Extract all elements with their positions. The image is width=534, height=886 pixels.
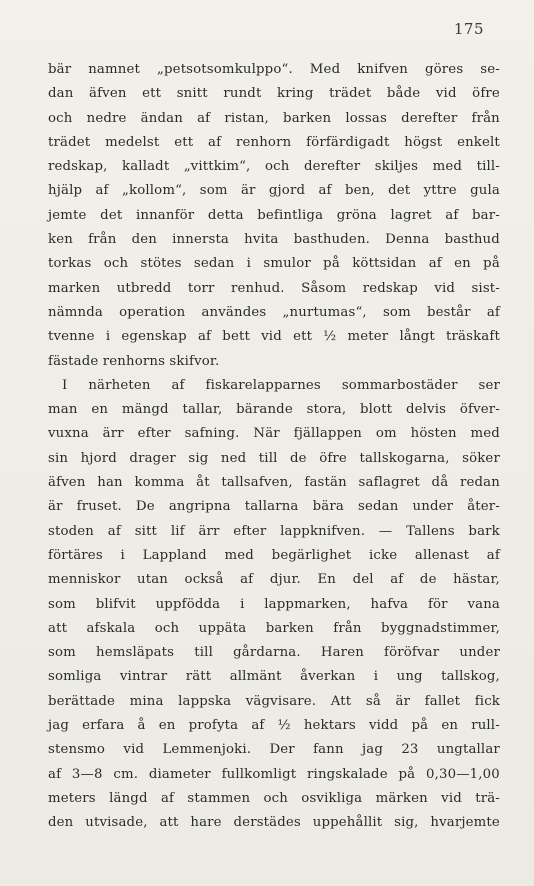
text-line: ken från den innersta hvita basthuden. Denna basthud	[48, 232, 500, 248]
text-line: I närheten af fiskarelapparnes sommarbostäder ser	[62, 377, 500, 393]
text-line: dan äfven ett snitt rundt kring trädet både vid öfre	[48, 86, 500, 102]
text-line: och nedre ändan af ristan, barken lossas derefter från	[48, 110, 500, 126]
text-line: menniskor utan också af djur. En del af de hästar,	[48, 572, 500, 588]
text-line: den utvisade, att hare derstädes uppehållit sig, hvarjemte	[48, 815, 500, 831]
body-text	[48, 58, 500, 836]
text-line: bär namnet „petsotsomkulppo“. Med knifven göres se-	[48, 62, 500, 77]
text-line: meters längd af stammen och osvikliga märken vid trä-	[48, 790, 500, 806]
text-line: vuxna ärr efter safning. När fjällappen om hösten med	[48, 426, 500, 442]
text-line: äfven han komma åt tallsafven, fastän saflagret då redan	[48, 475, 500, 491]
text-line: stensmo vid Lemmenjoki. Der fann jag 23 ungtallar	[48, 742, 500, 758]
text-line: somliga vintrar rätt allmänt åverkan i ung tallskog,	[48, 669, 500, 685]
text-line: stoden af sitt lif ärr efter lappknifven. — Tallens bark	[48, 523, 500, 539]
text-line: sin hjord drager sig ned till de öfre tallskogarna, söker	[48, 450, 500, 466]
text-line: förtäres i Lappland med begärlighet icke allenast af	[48, 547, 500, 563]
text-line: marken utbredd torr renhud. Såsom redskap vid sist-	[48, 280, 500, 296]
text-line: trädet medelst ett af renhorn förfärdigadt högst enkelt	[48, 134, 500, 150]
text-line: hjälp af „kollom“, som är gjord af ben, det yttre gula	[48, 183, 500, 199]
text-line: af 3—8 cm. diameter fullkomligt ringskalade på 0,30—1,00	[48, 766, 500, 782]
text-line: jag erfara å en profyta af ½ hektars vidd på en rull-	[48, 718, 500, 734]
page-number: 175	[453, 20, 484, 38]
text-line: är fruset. De angripna tallarna bära sedan under åter-	[48, 499, 500, 515]
text-line: jemte det innanför detta befintliga gröna lagret af bar-	[48, 207, 500, 223]
text-line: fästade renhorns skifvor.	[48, 353, 220, 369]
text-line: berättade mina lappska vägvisare. Att så är fallet fick	[48, 693, 500, 709]
text-line: att afskala och uppäta barken från byggnadstimmer,	[48, 620, 500, 636]
text-line: nämnda operation användes „nurtumas“, som består af	[48, 304, 500, 320]
text-line: man en mängd tallar, bärande stora, blott delvis öfver-	[48, 402, 500, 418]
text-line: tvenne i egenskap af bett vid ett ½ meter långt träskaft	[48, 329, 500, 345]
text-line: som hemsläpats till gårdarna. Haren föröfvar under	[48, 645, 500, 661]
text-line: som blifvit uppfödda i lappmarken, hafva för vana	[48, 596, 500, 612]
text-line: redskap, kalladt „vittkim“, och derefter skiljes med till-	[48, 159, 500, 175]
text-line: torkas och stötes sedan i smulor på köttsidan af en på	[48, 256, 500, 272]
